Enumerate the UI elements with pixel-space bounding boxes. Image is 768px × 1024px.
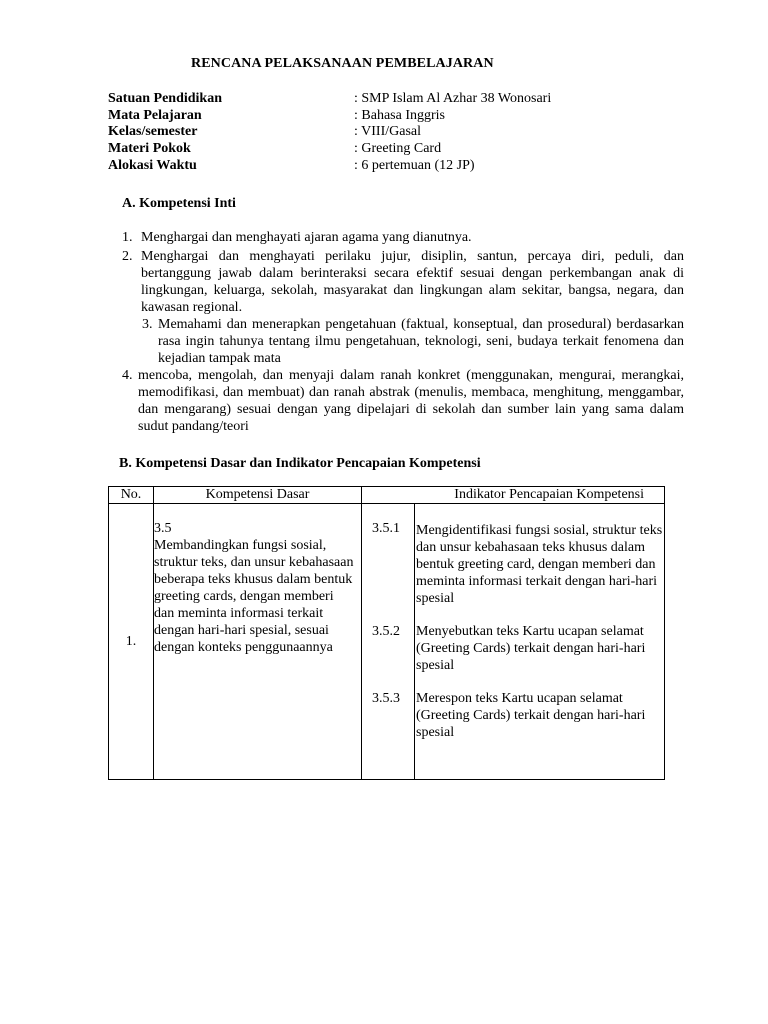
competency-table	[108, 486, 665, 780]
identity-label: Materi Pokok	[108, 141, 191, 156]
kd-text: Membandingkan fungsi sosial, struktur teks, dan unsur kebahasaan beberapa teks khusus dalam bentuk greeting cards, dengan memberi dan meminta informasi terkait dengan hari-hari spesial, sesuai dengan konteks penggunaannya	[154, 538, 354, 655]
identity-label: Kelas/semester	[108, 124, 198, 139]
ki-item	[142, 316, 684, 367]
identity-value: : Greeting Card	[354, 141, 442, 156]
ki-number: 1.	[122, 230, 133, 245]
ki-item	[122, 367, 684, 435]
identity-value: : VIII/Gasal	[354, 124, 421, 139]
identity-label: Mata Pelajaran	[108, 108, 202, 123]
ki-item	[122, 229, 684, 246]
ki-text: Menghargai dan menghayati ajaran agama yang dianutnya.	[141, 230, 472, 245]
indicator-item	[362, 690, 664, 741]
ki-number: 3.	[142, 317, 153, 332]
indicator-text: Menyebutkan teks Kartu ucapan selamat (Greeting Cards) terkait dengan hari-hari spesial	[416, 624, 646, 673]
identity-value: : Bahasa Inggris	[354, 108, 445, 123]
identity-value: : 6 pertemuan (12 JP)	[354, 158, 475, 173]
section-a-heading: A. Kompetensi Inti	[122, 196, 236, 211]
ki-text	[122, 248, 684, 316]
table-row	[109, 504, 665, 780]
section-b-heading: B. Kompetensi Dasar dan Indikator Pencapaian Kompetensi	[119, 456, 481, 471]
indicator-code: 3.5.1	[372, 521, 400, 536]
ki-number: 4.	[122, 368, 133, 383]
indicator-item	[362, 623, 664, 674]
document-title: RENCANA PELAKSANAAN PEMBELAJARAN	[191, 56, 494, 71]
indicator-text: Merespon teks Kartu ucapan selamat (Greeting Cards) terkait dengan hari-hari spesial	[416, 691, 646, 740]
indicator-code: 3.5.2	[372, 624, 400, 639]
identity-value: : SMP Islam Al Azhar 38 Wonosari	[354, 91, 552, 106]
header-indikator: Indikator Pencapaian Kompetensi	[362, 487, 665, 504]
row-number: 1.	[109, 504, 154, 780]
indicator-text: Mengidentifikasi fungsi sosial, struktur teks dan unsur kebahasaan teks khusus dalam bentuk greeting card, dengan memberi dan meminta informasi terkait dengan hari-hari spesial	[416, 523, 663, 606]
ki-text: Memahami dan menerapkan pengetahuan (faktual, konseptual, dan prosedural) berdasarkan rasa ingin tahunya tentang ilmu pengetahuan, teknologi, seni, budaya terkait fenomena dan kejadian tampak mata	[158, 317, 684, 366]
header-kompetensi-dasar: Kompetensi Dasar	[154, 487, 362, 504]
table-header-row	[109, 487, 665, 504]
indicator-cell	[362, 504, 665, 780]
kompetensi-dasar-cell	[154, 504, 362, 780]
identity-label: Alokasi Waktu	[108, 158, 197, 173]
indicator-code: 3.5.3	[372, 691, 400, 706]
ki-number: 2.	[122, 249, 133, 264]
identity-label: Satuan Pendidikan	[108, 91, 222, 106]
kd-code: 3.5	[154, 521, 172, 536]
header-no: No.	[109, 487, 154, 504]
ki-text-content: Menghargai dan menghayati perilaku jujur, disiplin, santun, percaya diri, peduli, dan bertanggung jawab dalam berinteraksi secara efektif sesuai dengan perkembangan anak di lingkungan, keluarga, sekolah, masyarakat dan lingkungan alam sekitar, bangsa, negara, dan kawasan regional.	[141, 249, 684, 315]
indicator-item	[362, 520, 664, 607]
ki-item	[122, 248, 684, 316]
ki-text: mencoba, mengolah, dan menyaji dalam ranah konkret (menggunakan, mengurai, merangkai, memodifikasi, dan membuat) dan ranah abstrak (menulis, membaca, menghitung, menggambar, dan mengarang) sesuai dengan yang dipelajari di sekolah dan sumber lain yang sama dalam sudut pandang/teori	[138, 368, 684, 434]
